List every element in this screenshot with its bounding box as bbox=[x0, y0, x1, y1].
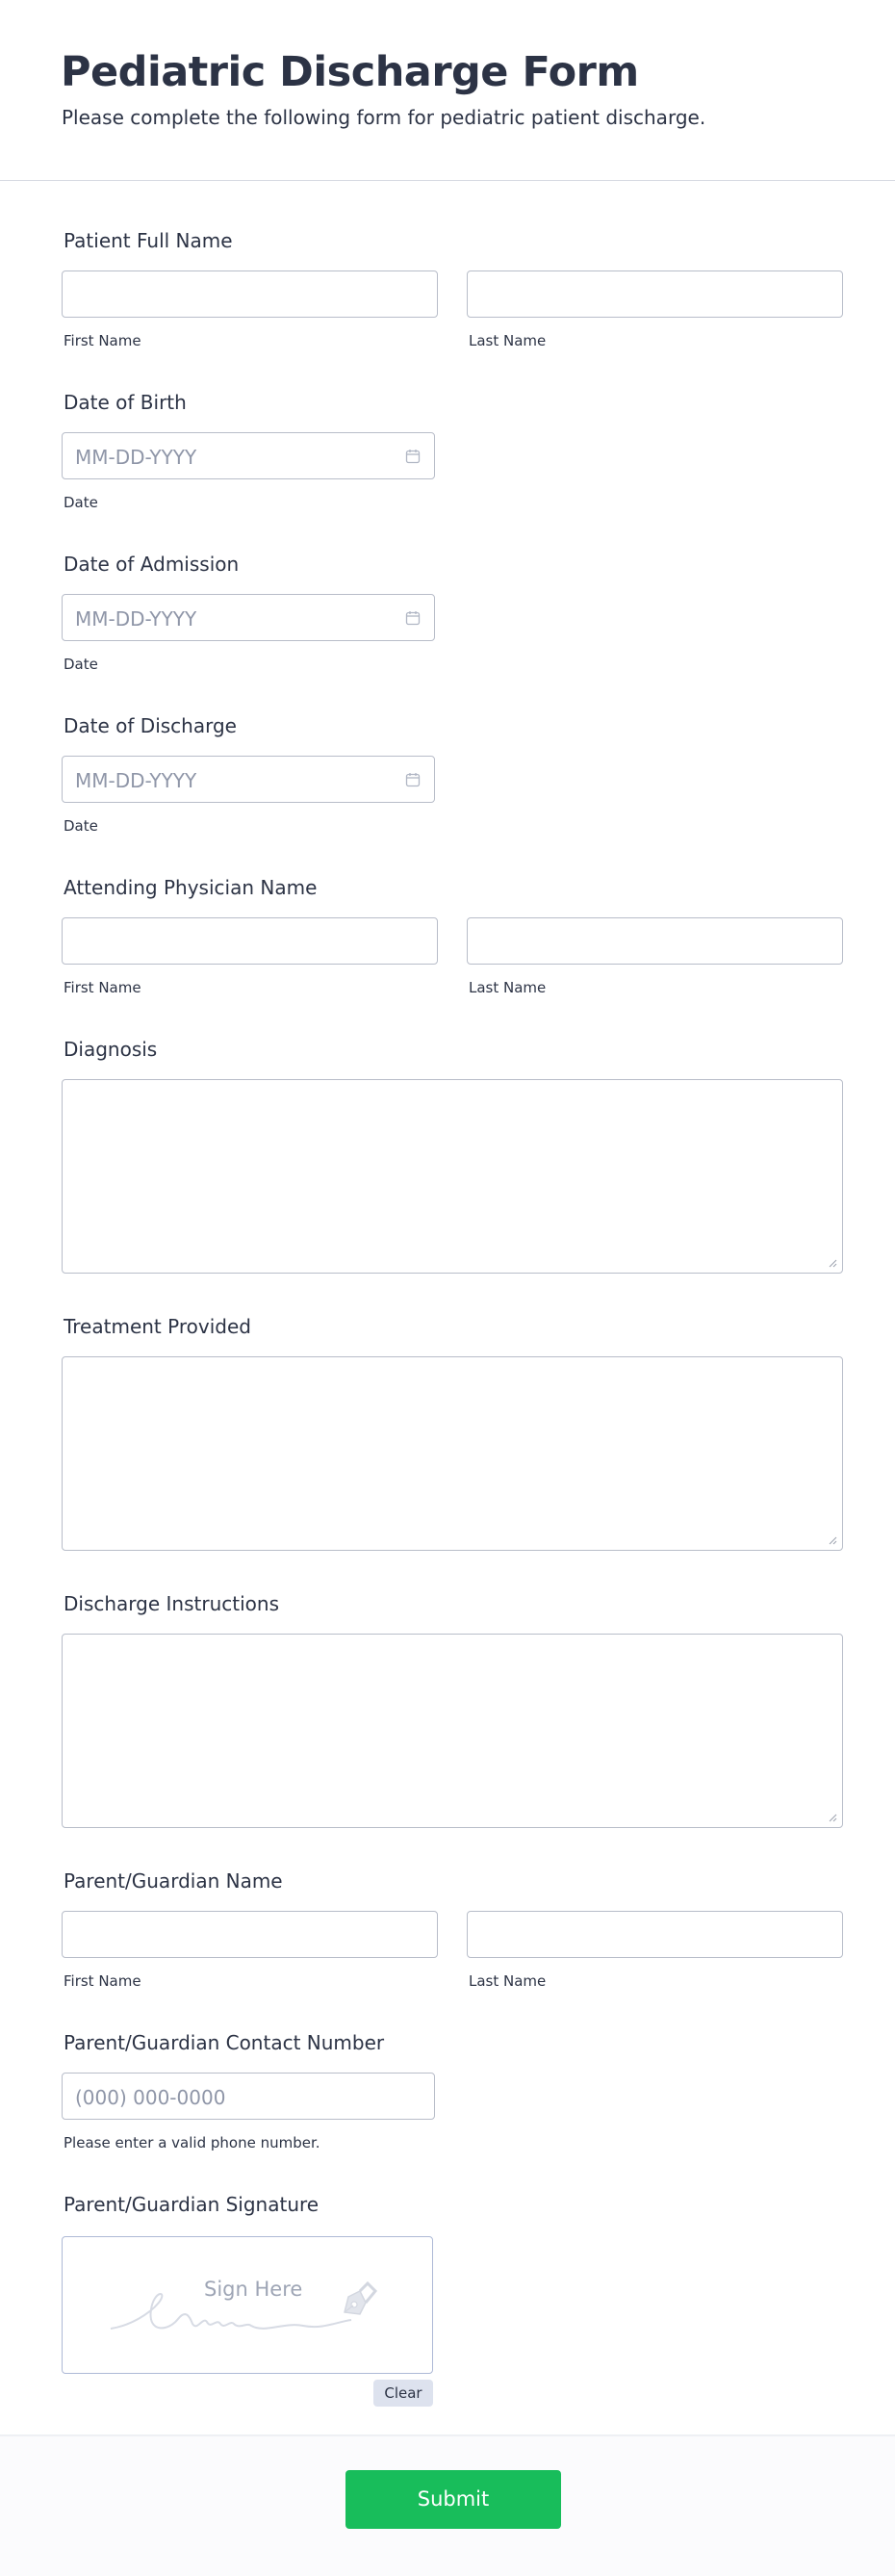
patient-last-name-sublabel: Last Name bbox=[469, 332, 547, 349]
patient-name-label: Patient Full Name bbox=[64, 229, 233, 252]
treatment-textarea[interactable] bbox=[62, 1356, 843, 1551]
contact-number-label: Parent/Guardian Contact Number bbox=[64, 2031, 385, 2054]
admission-placeholder: MM-DD-YYYY bbox=[75, 607, 197, 631]
calendar-icon[interactable] bbox=[405, 772, 421, 787]
form-title: Pediatric Discharge Form bbox=[61, 48, 639, 96]
physician-name-label: Attending Physician Name bbox=[64, 876, 318, 899]
discharge-sublabel: Date bbox=[64, 817, 98, 835]
physician-last-name-input[interactable] bbox=[467, 917, 843, 965]
patient-first-name-input[interactable] bbox=[62, 270, 438, 318]
contact-number-input[interactable] bbox=[62, 2073, 435, 2120]
guardian-last-name-input[interactable] bbox=[467, 1911, 843, 1958]
patient-last-name-input[interactable] bbox=[467, 270, 843, 318]
treatment-label: Treatment Provided bbox=[64, 1315, 251, 1338]
signature-pad[interactable] bbox=[62, 2236, 433, 2374]
contact-number-placeholder: (000) 000-0000 bbox=[75, 2086, 226, 2109]
clear-signature-button[interactable]: Clear bbox=[373, 2380, 433, 2407]
admission-date-input[interactable] bbox=[62, 594, 435, 641]
discharge-placeholder: MM-DD-YYYY bbox=[75, 769, 197, 792]
guardian-first-name-input[interactable] bbox=[62, 1911, 438, 1958]
signature-label: Parent/Guardian Signature bbox=[64, 2193, 320, 2216]
dob-placeholder: MM-DD-YYYY bbox=[75, 446, 197, 469]
physician-first-name-input[interactable] bbox=[62, 917, 438, 965]
admission-label: Date of Admission bbox=[64, 553, 240, 576]
dob-label: Date of Birth bbox=[64, 391, 187, 414]
calendar-icon[interactable] bbox=[405, 610, 421, 626]
patient-first-name-sublabel: First Name bbox=[64, 332, 141, 349]
pen-icon bbox=[335, 2278, 379, 2322]
dob-input[interactable] bbox=[62, 432, 435, 479]
signature-prompt: Sign Here bbox=[204, 2278, 303, 2301]
diagnosis-label: Diagnosis bbox=[64, 1038, 158, 1061]
form-subtitle: Please complete the following form for pediatric patient discharge. bbox=[62, 106, 706, 129]
resize-handle-icon[interactable] bbox=[829, 1814, 837, 1822]
guardian-first-name-sublabel: First Name bbox=[64, 1972, 141, 1990]
resize-handle-icon[interactable] bbox=[829, 1536, 837, 1545]
contact-number-sublabel: Please enter a valid phone number. bbox=[64, 2134, 320, 2151]
dob-sublabel: Date bbox=[64, 494, 98, 511]
guardian-last-name-sublabel: Last Name bbox=[469, 1972, 547, 1990]
submit-button[interactable]: Submit bbox=[345, 2470, 561, 2529]
diagnosis-textarea[interactable] bbox=[62, 1079, 843, 1274]
calendar-icon[interactable] bbox=[405, 449, 421, 464]
physician-last-name-sublabel: Last Name bbox=[469, 979, 547, 996]
instructions-textarea[interactable] bbox=[62, 1634, 843, 1828]
discharge-date-input[interactable] bbox=[62, 756, 435, 803]
admission-sublabel: Date bbox=[64, 656, 98, 673]
resize-handle-icon[interactable] bbox=[829, 1259, 837, 1268]
discharge-label: Date of Discharge bbox=[64, 714, 237, 737]
physician-first-name-sublabel: First Name bbox=[64, 979, 141, 996]
form-header bbox=[0, 0, 895, 181]
guardian-name-label: Parent/Guardian Name bbox=[64, 1869, 283, 1893]
instructions-label: Discharge Instructions bbox=[64, 1592, 279, 1615]
